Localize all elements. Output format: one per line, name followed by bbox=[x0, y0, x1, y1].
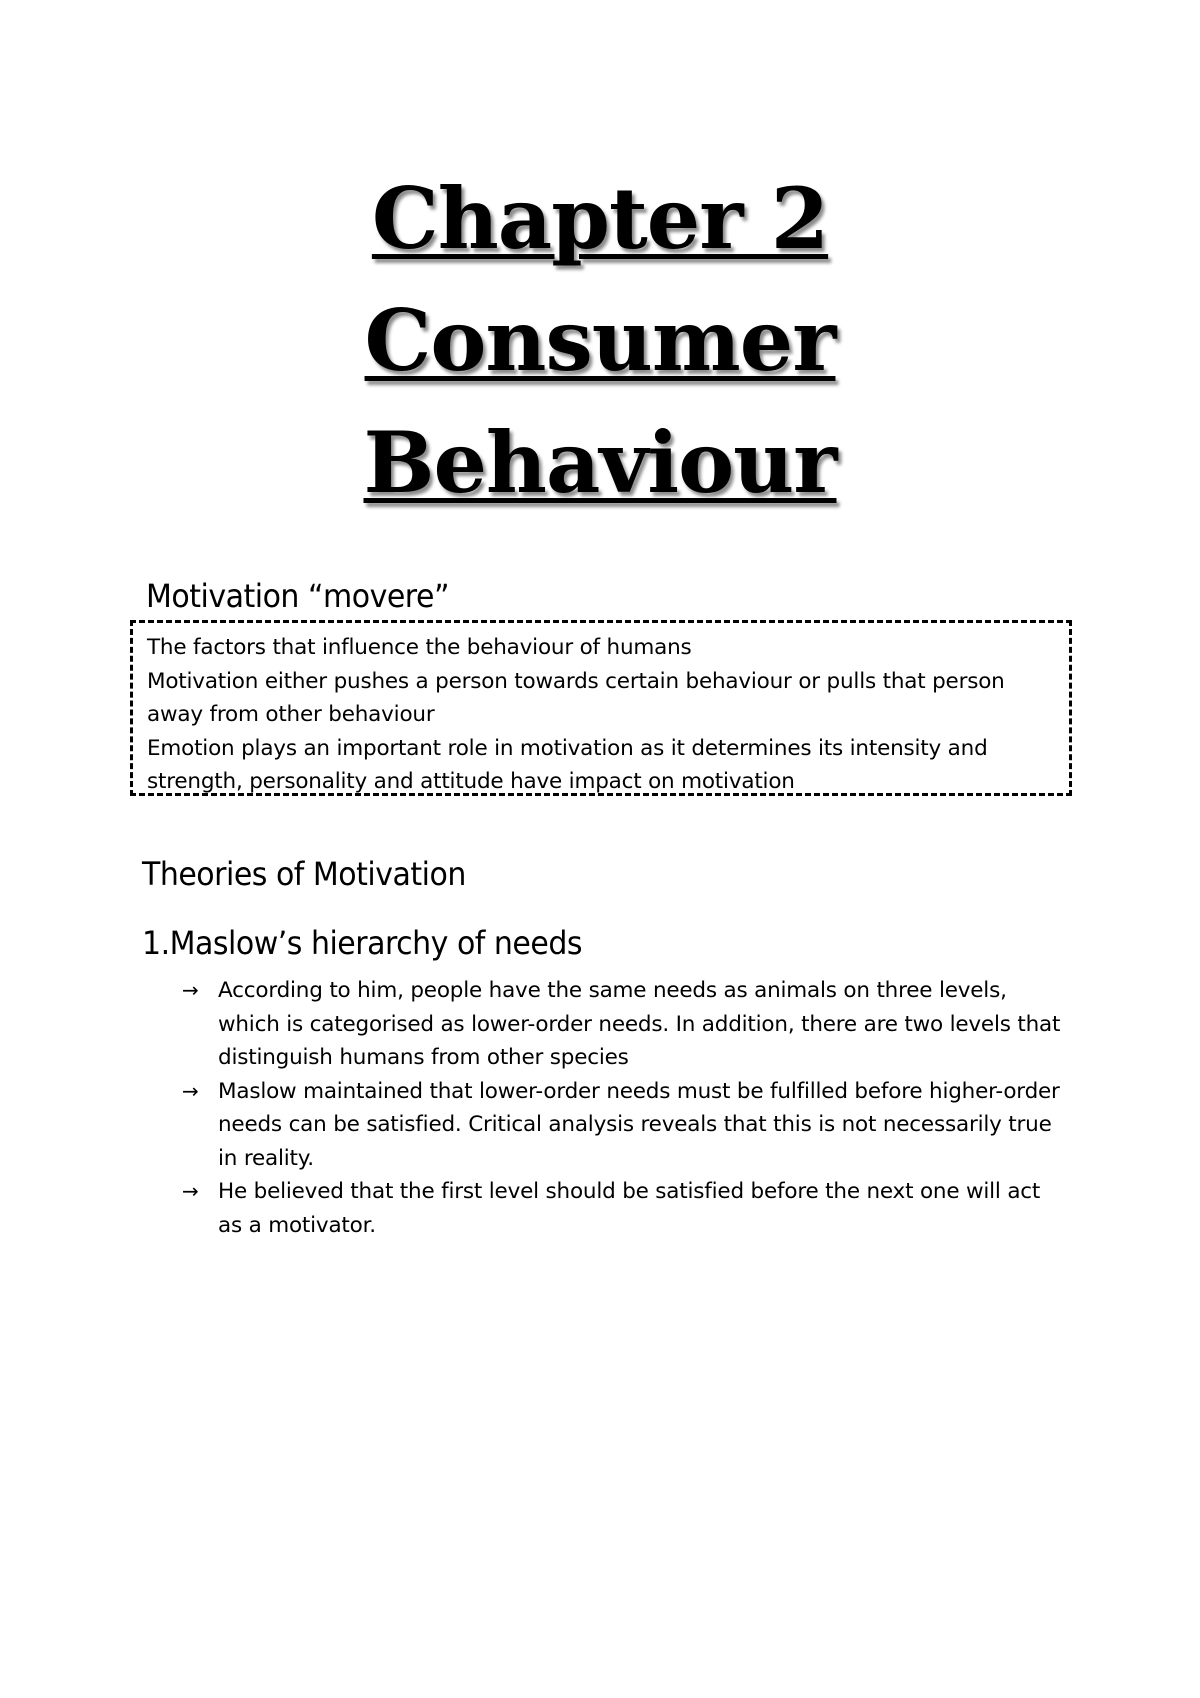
arrow-right-icon: → bbox=[182, 978, 199, 1002]
maslow-point-1: According to him, people have the same needs as animals on three levels, which is categorised as lower-order needs. In addition, there are two levels that distinguish humans from other species bbox=[218, 978, 1061, 1070]
list-item bbox=[182, 1175, 1062, 1242]
maslow-point-2: Maslow maintained that lower-order needs must be fulfilled before higher-order needs can be satisfied. Critical analysis reveals that this is not necessarily true in reality. bbox=[218, 1078, 1060, 1171]
maslow-heading: 1.Maslow’s hierarchy of needs bbox=[142, 925, 582, 963]
chapter-title bbox=[0, 158, 1200, 524]
list-item bbox=[182, 1075, 1062, 1176]
theories-heading: Theories of Motivation bbox=[142, 856, 466, 894]
motivation-heading: Motivation “movere” bbox=[146, 578, 449, 616]
chapter-title-line-3: Behaviour bbox=[363, 413, 837, 512]
arrow-right-icon: → bbox=[182, 1078, 199, 1103]
motivation-line-3: Emotion plays an important role in motivation as it determines its intensity and strength, personality and attitude have impact on motivation bbox=[147, 735, 988, 794]
motivation-line-2: Motivation either pushes a person towards certain behaviour or pulls that person away from other behaviour bbox=[147, 668, 1005, 727]
chapter-title-line-1: Chapter 2 bbox=[371, 169, 829, 268]
list-item bbox=[182, 974, 1062, 1075]
chapter-title-line-2: Consumer bbox=[364, 291, 836, 390]
maslow-bullet-list bbox=[182, 974, 1062, 1242]
maslow-point-3: He believed that the first level should be satisfied before the next one will act as a motivator. bbox=[218, 1179, 1041, 1238]
motivation-line-1: The factors that influence the behaviour of humans bbox=[147, 635, 692, 660]
arrow-right-icon: → bbox=[182, 1179, 199, 1203]
motivation-definition-box bbox=[130, 620, 1072, 796]
